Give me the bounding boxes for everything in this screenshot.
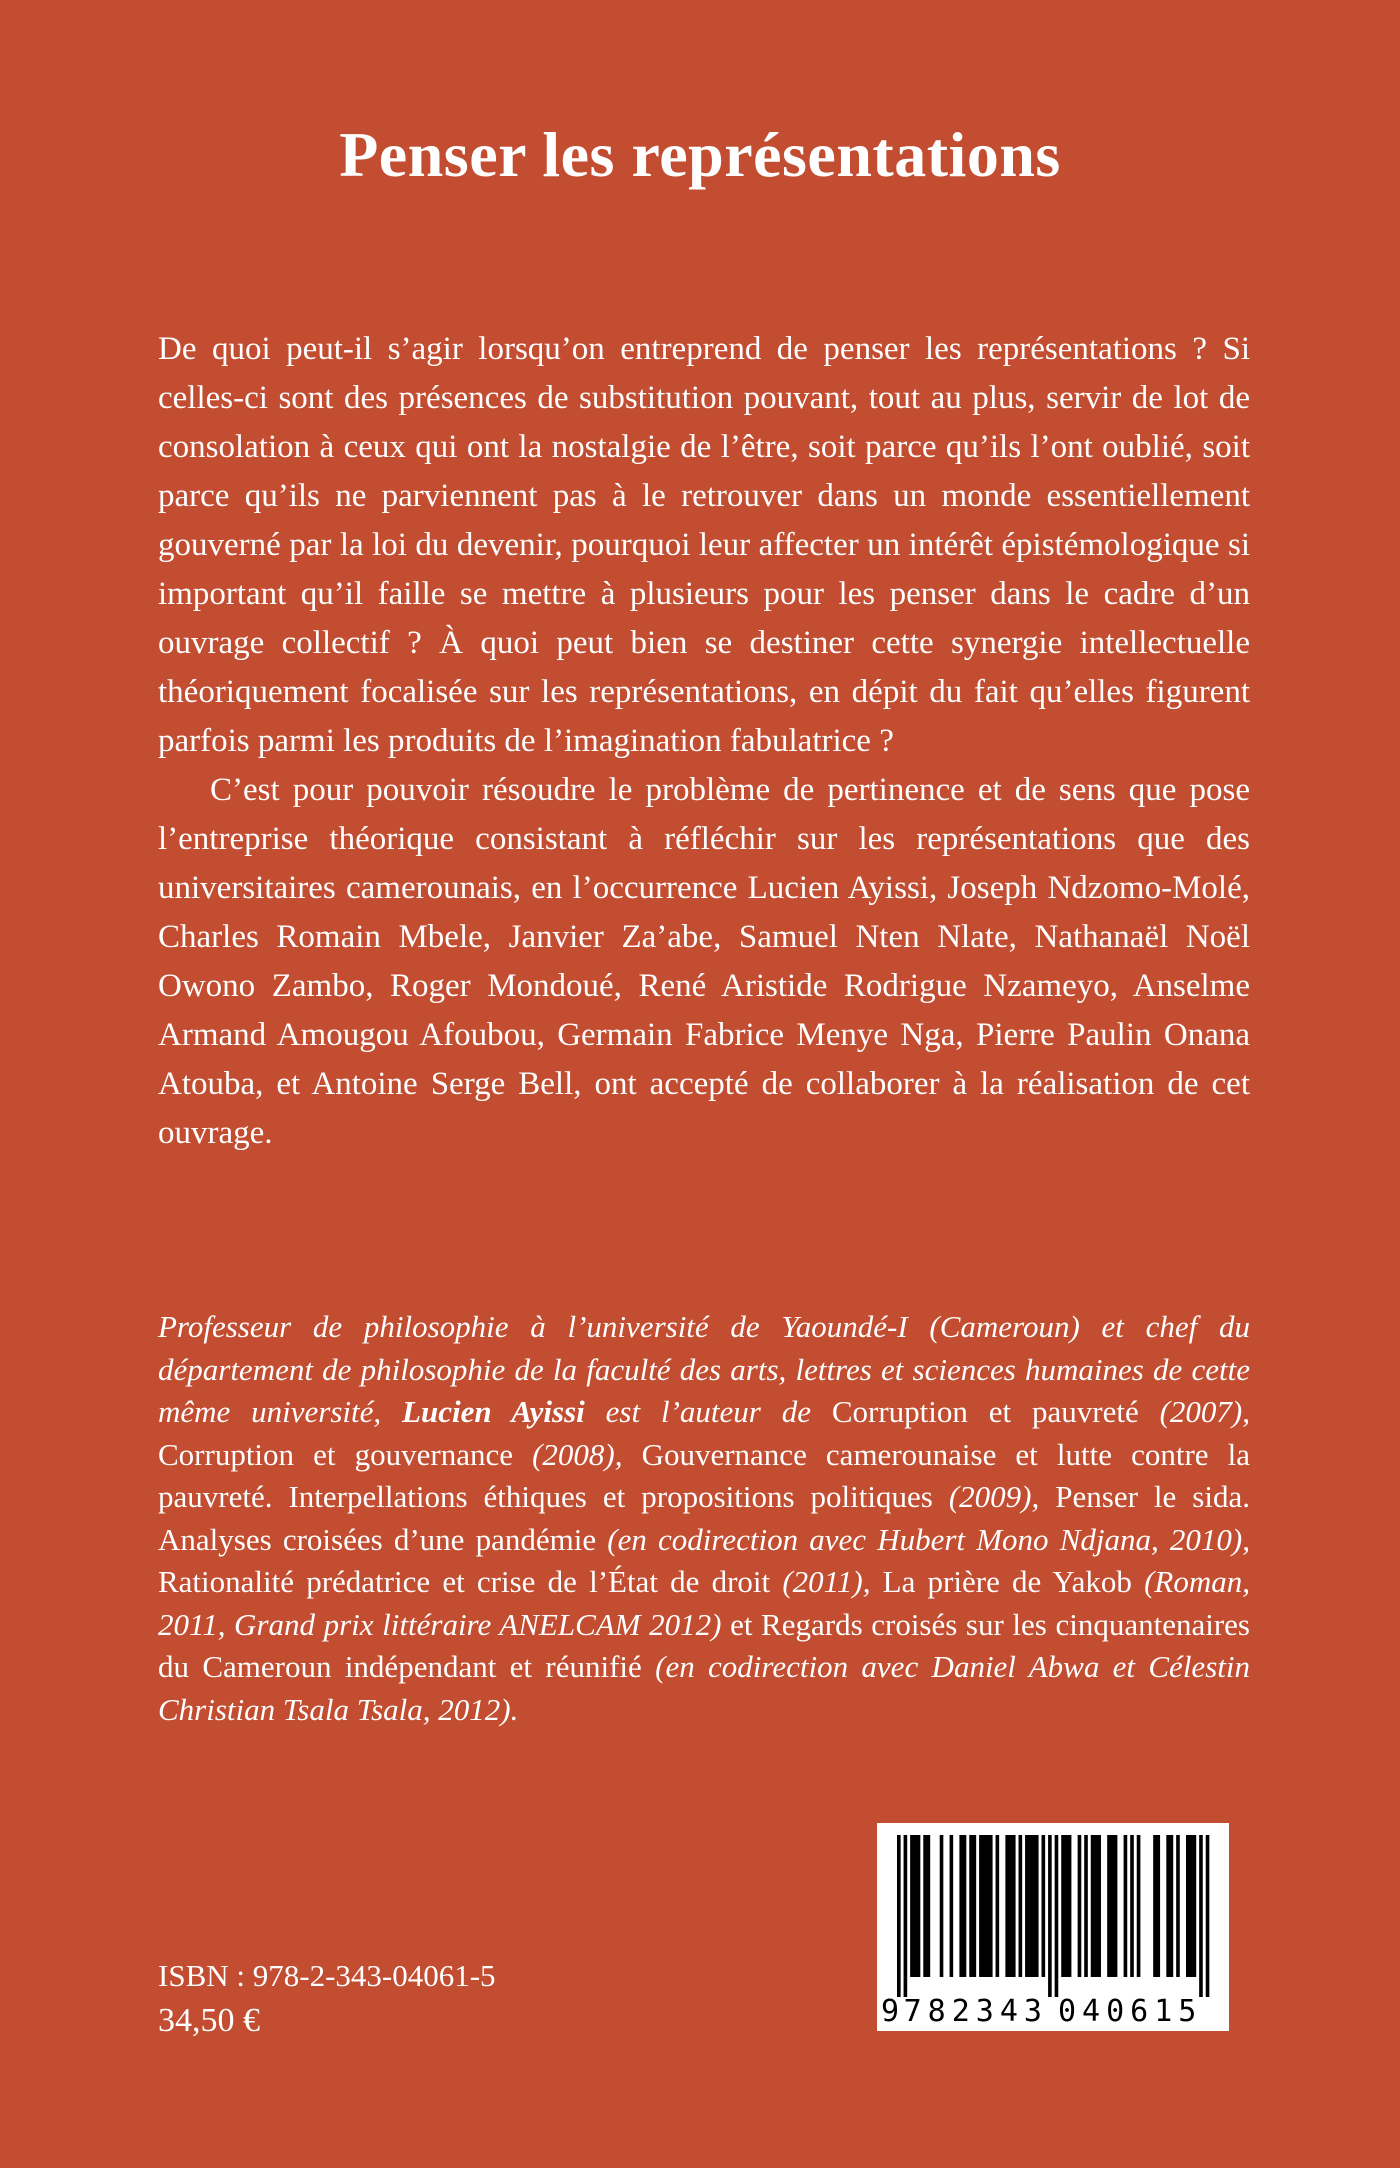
bio-segment: Penser le sida. Analyses croisées d’une pandémie (158, 1479, 1250, 1557)
barcode-bars (877, 1823, 1229, 2031)
bio-segment: (2011), (782, 1564, 871, 1599)
bio-segment: Rationalité prédatrice et crise de l’État de droit (158, 1564, 783, 1599)
barcode-number: 782343 (903, 1994, 1049, 2029)
synopsis-paragraph-2: C’est pour pouvoir résoudre le problème de pertinence et de sens que pose l’entreprise théorique consistant à réfléchir sur les représentations que des universitaires camerounais, en l’occurrence Lucien Ayissi, Joseph Ndzomo-Molé, Charles Romain Mbele, Janvier Za’abe, Samuel Nten Nlate, Nathanaël Noël Owono Zambo, Roger Mondoué, René Aristide Rodrigue Nzameyo, Anselme Armand Amougou Afoubou, Germain Fabrice Menye Nga, Pierre Paulin Onana Atouba, et Antoine Serge Bell, ont accepté de collaborer à la réalisation de cet ouvrage. (158, 772, 1250, 1151)
bio-segment: Professeur de philosophie à l’université de Yaoundé-I (Cameroun) et chef du département de philosophie de la faculté des arts, lettres et sciences humaines de cette même université, (158, 1309, 1250, 1429)
synopsis-paragraph-1: De quoi peut-il s’agir lorsqu’on entreprend de penser les représentations ? Si celles-ci sont des présences de substitution pouvant, tout au plus, servir de lot de consolation à ceux qui ont la nostalgie de l’être, soit parce qu’ils l’ont oublié, soit parce qu’ils ne parviennent pas à le retrouver dans un monde essentiellement gouverné par la loi du devenir, pourquoi leur affecter un intérêt épistémologique si important qu’il faille se mettre à plusieurs pour les penser dans le cadre d’un ouvrage collectif ? À quoi peut bien se destiner cette synergie intellectuelle théoriquement focalisée sur les représentations, en dépit du fait qu’elles figurent parfois parmi les produits de l’imagination fabulatrice ? (158, 331, 1250, 759)
bio-segment: Corruption et pauvreté (831, 1394, 1160, 1429)
barcode-number: 9 (881, 1994, 906, 2029)
bio-segment: Gouvernance camerounaise et lutte contre la pauvreté. Interpellations éthiques et propositions politiques (158, 1436, 1251, 1514)
bio-segment: (en codirection avec Daniel Abwa et Célestin Christian Tsala Tsala, 2012). (158, 1649, 1250, 1727)
bio-segment: (en codirection avec Hubert Mono Ndjana, 2010), (607, 1521, 1250, 1557)
author-bio (158, 1306, 1250, 1731)
barcode (877, 1823, 1229, 2031)
book-title: Penser les représentations (339, 119, 1061, 190)
bio-segment: Corruption et gouvernance (158, 1436, 533, 1472)
isbn-number: ISBN : 978-2-343-04061-5 (158, 1958, 496, 1993)
bio-segment: (2008), (532, 1436, 623, 1472)
bio-segment: et Regards croisés sur les cinquantenaires du Cameroun indépendant et réunifié (158, 1606, 1250, 1684)
bio-segment: (2007), (1159, 1394, 1250, 1429)
bio-segment: La prière de Yakob (870, 1564, 1145, 1599)
bio-segment: (Roman, 2011, Grand prix littéraire ANELCAM 2012) (158, 1564, 1250, 1642)
bio-segment: (2009), (948, 1479, 1040, 1514)
synopsis (158, 325, 1250, 1158)
price: 34,50 € (158, 2002, 260, 2039)
barcode-number: 040615 (1057, 1994, 1203, 2029)
bio-segment: Lucien Ayissi (402, 1394, 585, 1429)
bio-segment: est l’auteur de (584, 1394, 832, 1429)
